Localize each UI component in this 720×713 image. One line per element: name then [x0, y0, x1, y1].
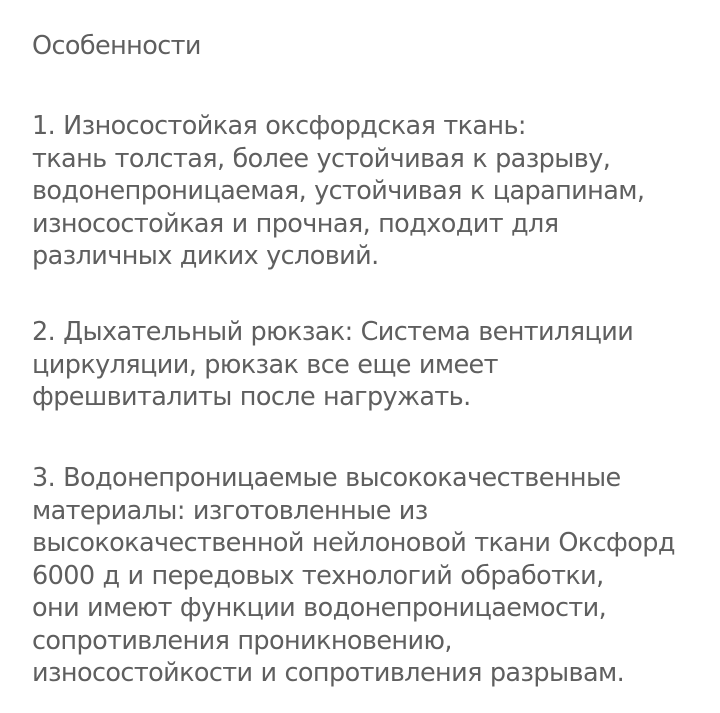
feature-3-line-2: материалы: изготовленные из [32, 495, 428, 526]
feature-2-line-3: фрешвиталиты после нагружать. [32, 382, 471, 412]
feature-3-line-1: 3. Водонепроницаемые высококачественные [32, 463, 621, 493]
features-heading: Особенности [32, 31, 201, 61]
feature-section-1 [32, 110, 644, 273]
feature-1-line-2: ткань толстая, более устойчивая к разрыву, [32, 143, 611, 174]
feature-3-line-7: износостойкости и сопротивления разрывам. [32, 658, 625, 688]
feature-3-line-4: 6000 д и передовых технологий обработки, [32, 560, 604, 591]
feature-2-line-1: 2. Дыхательный рюкзак: Система вентиляции [32, 317, 634, 347]
feature-2-line-2: циркуляции, рюкзак все еще имеет [32, 349, 498, 380]
feature-1-line-4: износостойкая и прочная, подходит для [32, 208, 559, 239]
feature-section-3 [32, 462, 675, 690]
feature-3-line-5: они имеют функции водонепроницаемости, [32, 593, 607, 623]
feature-1-line-3: водонепроницаемая, устойчивая к царапинам, [32, 176, 645, 206]
feature-1-line-1: 1. Износостойкая оксфордская ткань: [32, 111, 526, 141]
feature-1-line-5: различных диких условий. [32, 241, 379, 271]
feature-section-2 [32, 316, 633, 414]
feature-3-line-6: сопротивления проникновению, [32, 625, 452, 656]
feature-3-line-3: высококачественной нейлоновой ткани Оксфорд [32, 528, 675, 558]
